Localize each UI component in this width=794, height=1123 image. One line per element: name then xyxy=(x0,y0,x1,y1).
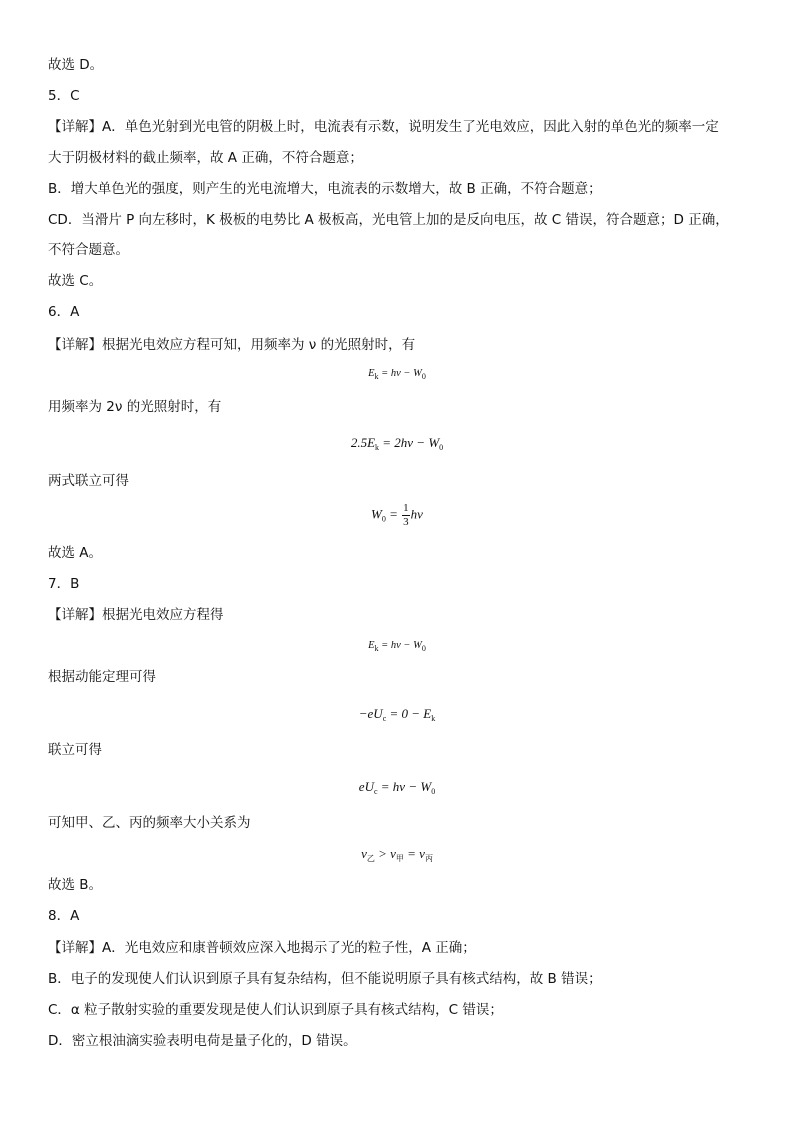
text-line: 大于阴极材料的截止频率，故 A 正确，不符合题意； xyxy=(48,150,363,166)
text-line: 联立可得 xyxy=(48,742,102,758)
equation-photoelectric-3: $E_k = h\nu - W_0$ xyxy=(368,640,426,653)
equation-work-function: $W_0$ = $\frac{1}{3}$ hν xyxy=(371,502,423,528)
text-line: 故选 C。 xyxy=(48,273,103,289)
text-line: 可知甲、乙、丙的频率大小关系为 xyxy=(48,815,251,831)
text-line: 用频率为 2ν 的光照射时，有 xyxy=(48,399,222,415)
text-line: 【详解】A．光电效应和康普顿效应深入地揭示了光的粒子性，A 正确； xyxy=(48,940,476,956)
fraction: $\frac{1}{3}$ xyxy=(403,502,409,528)
equation-photoelectric-1: $E_k = h\nu - W_0$ xyxy=(368,368,426,381)
text-line: C．α 粒子散射实验的重要发现是使人们认识到原子具有核式结构，C 错误； xyxy=(48,1002,503,1018)
equation-frequency-relation: $\nu_乙 > \nu_甲 = \nu_丙$ xyxy=(361,846,433,863)
text-line: 故选 D。 xyxy=(48,57,104,73)
equation-combined: $eU_c = h\nu - W_0$ xyxy=(358,779,436,796)
text-line: 不符合题意。 xyxy=(48,242,129,258)
question-heading: 5．C xyxy=(48,88,80,104)
equation-kinetic-energy: $-eU_c = 0 - E_k$ xyxy=(358,706,436,723)
text-line: D．密立根油滴实验表明电荷是量子化的，D 错误。 xyxy=(48,1033,357,1049)
question-heading: 8．A xyxy=(48,908,80,924)
text-line: 【详解】根据光电效应方程得 xyxy=(48,607,224,623)
text-line: 故选 A。 xyxy=(48,545,103,561)
question-heading: 6．A xyxy=(48,304,80,320)
text-line: 根据动能定理可得 xyxy=(48,669,156,685)
equation-photoelectric-2: $2.5E_k = 2h\nu - W_0$ xyxy=(350,435,444,452)
text-line: 【详解】根据光电效应方程可知，用频率为 ν 的光照射时，有 xyxy=(48,337,416,353)
text-line: B．增大单色光的强度，则产生的光电流增大，电流表的示数增大，故 B 正确，不符合题意； xyxy=(48,181,602,197)
question-heading: 7．B xyxy=(48,576,80,592)
text-line: 两式联立可得 xyxy=(48,473,129,489)
text-line: 【详解】A．单色光射到光电管的阴极上时，电流表有示数，说明发生了光电效应，因此入射的单色光的频率一定 xyxy=(48,119,719,135)
text-line: B．电子的发现使人们认识到原子具有复杂结构，但不能说明原子具有核式结构，故 B 错误； xyxy=(48,971,602,987)
text-line: CD．当滑片 P 向左移时，K 极板的电势比 A 极板高，光电管上加的是反向电压，故 C 错误，符合题意；D 正确， xyxy=(48,212,729,228)
text-line: 故选 B。 xyxy=(48,877,103,893)
